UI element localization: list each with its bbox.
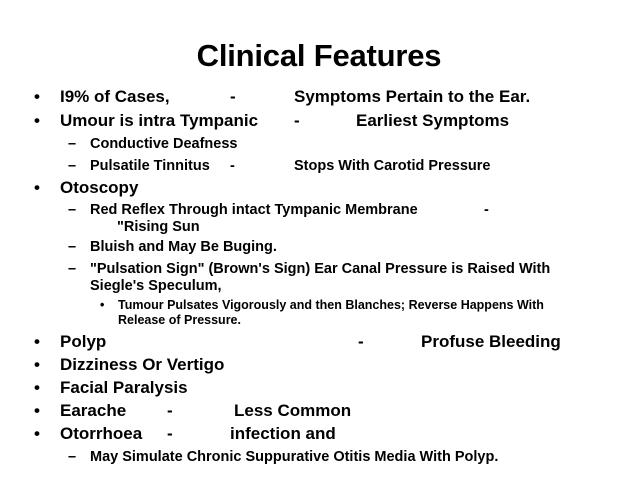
separator-dash: -: [230, 158, 235, 174]
bullet-text: Dizziness Or Vertigo: [60, 355, 225, 374]
separator-dash: -: [294, 111, 300, 130]
subbullet-text: Conductive Deafness: [90, 136, 238, 152]
slide-title: Clinical Features: [196, 38, 442, 73]
bullet-marker: •: [34, 111, 40, 130]
separator-dash: -: [167, 424, 173, 443]
bullet-otoscopy: [0, 179, 638, 199]
bullet-earache: [0, 402, 638, 422]
subbullet-marker: –: [68, 239, 77, 255]
subsubbullet-text: Tumour Pulsates Vigorously and then Blanches; Reverse Happens With: [118, 298, 544, 312]
bullet-otorrhoea: [0, 425, 638, 445]
subbullet-text: Bluish and May Be Buging.: [90, 239, 277, 255]
bullet-intra-tympanic: [0, 112, 638, 132]
subbullet-pulsatile-tinnitus: [0, 159, 638, 177]
subbullet-red-reflex: [0, 203, 638, 221]
subsubbullet-tumour-pulsates-continuation: Release of Pressure.: [118, 313, 241, 327]
bullet-marker: •: [34, 424, 40, 443]
subbullet-may-simulate: [0, 450, 638, 468]
bullet-detail: Profuse Bleeding: [421, 332, 561, 351]
bullet-text: Facial Paralysis: [60, 378, 188, 397]
bullet-cases: [0, 88, 638, 108]
bullet-facial-paralysis: [0, 379, 638, 399]
subbullet-text: Pulsatile Tinnitus: [90, 158, 210, 174]
subbullet-detail: Stops With Carotid Pressure: [294, 158, 491, 174]
bullet-marker: •: [34, 178, 40, 197]
subbullet-bluish: [0, 240, 638, 258]
subbullet-text: Red Reflex Through intact Tympanic Membrane: [90, 202, 418, 218]
bullet-marker: •: [34, 87, 40, 106]
subbullet-conductive-deafness: [0, 137, 638, 155]
bullet-text: Otorrhoea: [60, 424, 143, 443]
bullet-text: I9% of Cases,: [60, 87, 170, 106]
subsubbullet-tumour-pulsates: [0, 299, 638, 315]
bullet-detail: Earliest Symptoms: [356, 111, 510, 130]
bullet-detail: infection and: [230, 424, 336, 443]
separator-dash: -: [167, 401, 173, 420]
bullet-polyp: [0, 333, 638, 353]
separator-dash: -: [484, 202, 489, 218]
subsubbullet-marker: •: [100, 298, 105, 312]
subbullet-text: "Pulsation Sign" (Brown's Sign) Ear Canal Pressure is Raised With: [90, 261, 551, 277]
subbullet-marker: –: [68, 449, 77, 465]
subbullet-marker: –: [68, 202, 77, 218]
separator-dash: -: [230, 87, 236, 106]
bullet-marker: •: [34, 332, 40, 351]
bullet-marker: •: [34, 378, 40, 397]
subbullet-marker: –: [68, 136, 77, 152]
bullet-text: Polyp: [60, 332, 107, 351]
subbullet-text: May Simulate Chronic Suppurative Otitis Media With Polyp.: [90, 449, 499, 465]
bullet-text: Earache: [60, 401, 127, 420]
bullet-text: Otoscopy: [60, 178, 139, 197]
bullet-dizziness: [0, 356, 638, 376]
subbullet-marker: –: [68, 158, 77, 174]
subbullet-pulsation-sign-continuation: Siegle's Speculum,: [90, 278, 222, 294]
bullet-detail: Less Common: [234, 401, 352, 420]
bullet-marker: •: [34, 401, 40, 420]
subbullet-red-reflex-continuation: "Rising Sun: [117, 219, 200, 235]
separator-dash: -: [358, 332, 364, 351]
bullet-text: Umour is intra Tympanic: [60, 111, 259, 130]
bullet-detail: Symptoms Pertain to the Ear.: [294, 87, 531, 106]
subbullet-marker: –: [68, 261, 77, 277]
bullet-marker: •: [34, 355, 40, 374]
